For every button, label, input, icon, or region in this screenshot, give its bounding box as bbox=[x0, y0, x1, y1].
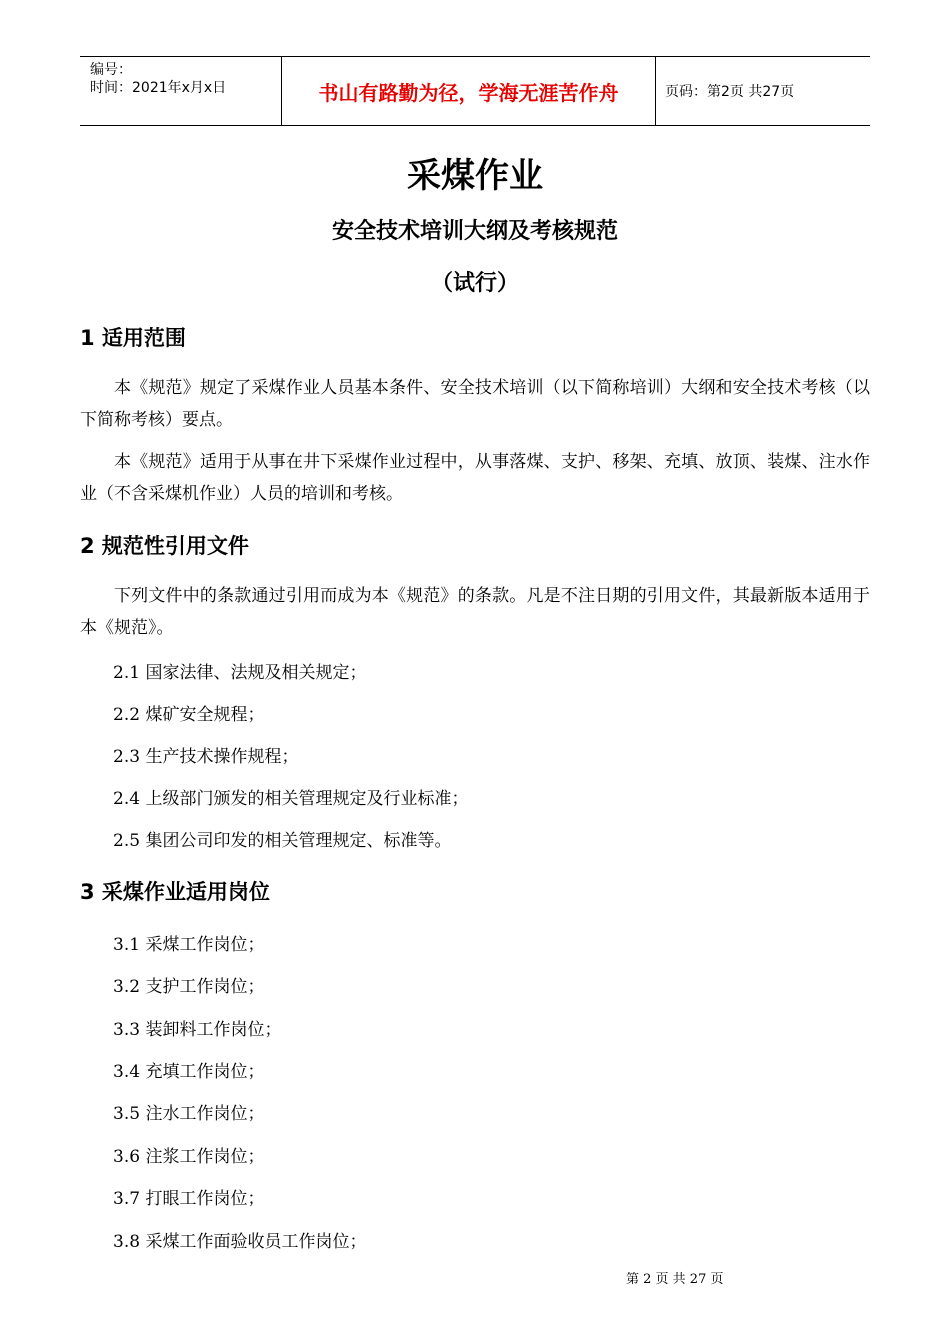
document-title: 采煤作业 bbox=[407, 156, 543, 196]
list-item: 2.5 集团公司印发的相关管理规定、标准等。 bbox=[113, 831, 452, 851]
header-meta bbox=[90, 61, 280, 97]
list-item: 2.4 上级部门颁发的相关管理规定及行业标准； bbox=[113, 789, 469, 809]
header-motto: 书山有路勤为径，学海无涯苦作舟 bbox=[318, 80, 619, 105]
list-item: 3.3 装卸料工作岗位； bbox=[113, 1020, 282, 1040]
list-item: 3.2 支护工作岗位； bbox=[113, 977, 265, 997]
page-footer: 第 2 页 共 27 页 bbox=[626, 1272, 724, 1287]
document-time-label: 时间：2021年x月x日 bbox=[90, 80, 227, 96]
list-item: 3.7 打眼工作岗位； bbox=[113, 1189, 265, 1209]
list-item: 3.4 充填工作岗位； bbox=[113, 1062, 265, 1082]
list-item: 3.5 注水工作岗位； bbox=[113, 1104, 265, 1124]
section-1-heading: 1 适用范围 bbox=[80, 326, 186, 350]
list-item: 2.1 国家法律、法规及相关规定； bbox=[113, 663, 367, 683]
header-divider-right bbox=[655, 57, 656, 125]
list-item: 2.2 煤矿安全规程； bbox=[113, 705, 265, 725]
header-table bbox=[80, 56, 870, 126]
section-1-paragraph-2: 本《规范》适用于从事在井下采煤作业过程中，从事落煤、支护、移架、充填、放顶、装煤、注水作业（不含采煤机作业）人员的培训和考核。 bbox=[80, 452, 870, 504]
section-2-paragraph-1: 下列文件中的条款通过引用而成为本《规范》的条款。凡是不注日期的引用文件，其最新版本适用于本《规范》。 bbox=[80, 586, 870, 638]
header-page-info: 页码：第2页 共27页 bbox=[665, 84, 795, 100]
section-3-heading: 3 采煤作业适用岗位 bbox=[80, 880, 270, 904]
document-trial-label: （试行） bbox=[430, 271, 519, 296]
list-item: 2.3 生产技术操作规程； bbox=[113, 747, 299, 767]
list-item: 3.8 采煤工作面验收员工作岗位； bbox=[113, 1232, 367, 1252]
list-item: 3.6 注浆工作岗位； bbox=[113, 1147, 265, 1167]
document-subtitle: 安全技术培训大纲及考核规范 bbox=[331, 219, 618, 244]
section-2-heading: 2 规范性引用文件 bbox=[80, 534, 249, 558]
document-number-label: 编号： bbox=[90, 62, 132, 78]
section-1-paragraph-1: 本《规范》规定了采煤作业人员基本条件、安全技术培训（以下简称培训）大纲和安全技术考核（以下简称考核）要点。 bbox=[80, 378, 870, 430]
list-item: 3.1 采煤工作岗位； bbox=[113, 935, 265, 955]
